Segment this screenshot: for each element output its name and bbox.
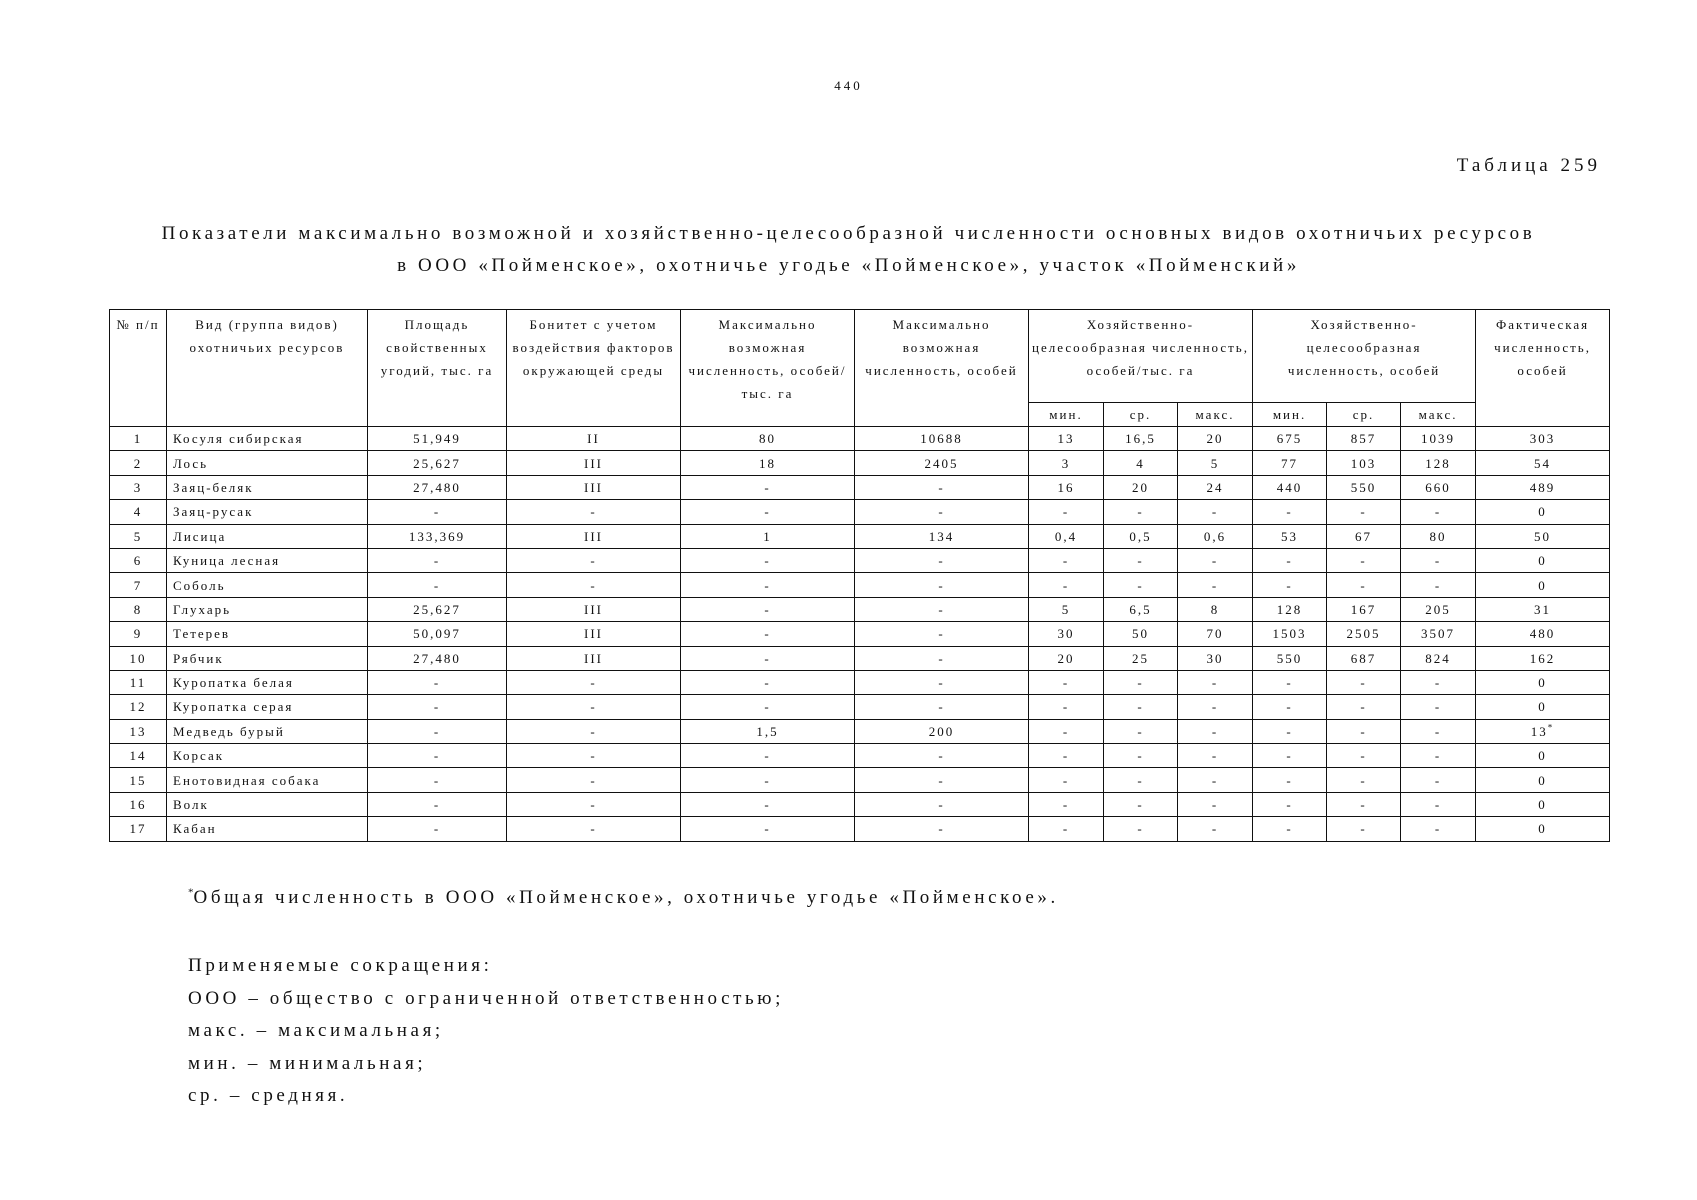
cell-actual: 31 (1476, 597, 1610, 621)
cell-actual: 0 (1476, 573, 1610, 597)
header-density-avg: ср. (1104, 403, 1178, 427)
table-row (110, 524, 1610, 548)
cell-number-avg: - (1327, 817, 1401, 841)
cell-area: 25,627 (368, 597, 507, 621)
cell-num: 16 (110, 792, 167, 816)
header-number-max: макс. (1401, 403, 1476, 427)
header-eco-density: Хозяйственно-целесообразная численность, особей/тыс. га (1029, 310, 1253, 403)
cell-density-min: 13 (1029, 427, 1104, 451)
cell-area: - (368, 768, 507, 792)
cell-density-min: - (1029, 792, 1104, 816)
cell-species: Медведь бурый (167, 719, 368, 743)
cell-actual: 0 (1476, 670, 1610, 694)
cell-max-number: - (855, 768, 1029, 792)
table-title-line-2: в ООО «Пойменское», охотничье угодье «Пойменское», участок «Пойменский» (397, 255, 1300, 276)
cell-area: - (368, 573, 507, 597)
cell-actual (1476, 719, 1610, 743)
cell-max-number: - (855, 622, 1029, 646)
cell-num: 8 (110, 597, 167, 621)
cell-density-avg: 4 (1104, 451, 1178, 475)
cell-density-avg: - (1104, 695, 1178, 719)
cell-area: 50,097 (368, 622, 507, 646)
cell-species: Куропатка белая (167, 670, 368, 694)
cell-species: Куропатка серая (167, 695, 368, 719)
abbreviation-item: макс. – максимальная; (188, 1020, 444, 1042)
cell-density-avg: - (1104, 670, 1178, 694)
cell-number-min: 440 (1253, 475, 1327, 499)
cell-number-min: - (1253, 744, 1327, 768)
cell-area: 25,627 (368, 451, 507, 475)
cell-number-avg: - (1327, 719, 1401, 743)
cell-number-min: 77 (1253, 451, 1327, 475)
cell-density-max: 8 (1178, 597, 1253, 621)
cell-max-density: - (681, 622, 855, 646)
cell-density-max: - (1178, 548, 1253, 572)
table-row (110, 817, 1610, 841)
cell-number-max: 824 (1401, 646, 1476, 670)
cell-number-max: - (1401, 573, 1476, 597)
cell-max-density: - (681, 573, 855, 597)
cell-max-density: 18 (681, 451, 855, 475)
cell-species: Соболь (167, 573, 368, 597)
header-number-min: мин. (1253, 403, 1327, 427)
cell-max-density: - (681, 646, 855, 670)
cell-species: Заяц-русак (167, 500, 368, 524)
cell-density-max: - (1178, 744, 1253, 768)
cell-max-density: 1 (681, 524, 855, 548)
cell-max-density: 1,5 (681, 719, 855, 743)
cell-actual: 0 (1476, 768, 1610, 792)
cell-number-avg: 857 (1327, 427, 1401, 451)
table-row (110, 719, 1610, 743)
cell-density-max: 70 (1178, 622, 1253, 646)
table-row (110, 768, 1610, 792)
table-row (110, 573, 1610, 597)
cell-density-min: 5 (1029, 597, 1104, 621)
cell-density-min: - (1029, 548, 1104, 572)
cell-number-avg: - (1327, 695, 1401, 719)
cell-density-avg: - (1104, 573, 1178, 597)
cell-bonitet: II (507, 427, 681, 451)
cell-number-min: - (1253, 768, 1327, 792)
cell-number-max: - (1401, 548, 1476, 572)
cell-species: Лось (167, 451, 368, 475)
cell-bonitet: - (507, 719, 681, 743)
cell-actual: 303 (1476, 427, 1610, 451)
cell-bonitet: III (507, 524, 681, 548)
cell-density-max: - (1178, 670, 1253, 694)
table-row (110, 451, 1610, 475)
cell-area: 51,949 (368, 427, 507, 451)
cell-actual: 0 (1476, 792, 1610, 816)
species-table (109, 309, 1610, 842)
cell-number-avg: - (1327, 792, 1401, 816)
cell-density-min: - (1029, 719, 1104, 743)
cell-number-max: - (1401, 768, 1476, 792)
table-row (110, 792, 1610, 816)
cell-number-min: - (1253, 695, 1327, 719)
header-bonitet: Бонитет с учетом воздействия факторов окружающей среды (507, 310, 681, 427)
cell-max-density: - (681, 817, 855, 841)
cell-number-max: - (1401, 500, 1476, 524)
cell-density-avg: - (1104, 719, 1178, 743)
cell-area: 27,480 (368, 475, 507, 499)
cell-number-avg: - (1327, 744, 1401, 768)
cell-species: Тетерев (167, 622, 368, 646)
cell-density-max: 20 (1178, 427, 1253, 451)
cell-area: - (368, 500, 507, 524)
cell-max-density: - (681, 695, 855, 719)
cell-number-min: - (1253, 548, 1327, 572)
cell-species: Куница лесная (167, 548, 368, 572)
cell-number-min: 53 (1253, 524, 1327, 548)
actual-value: 13 (1530, 723, 1548, 739)
cell-number-max: - (1401, 817, 1476, 841)
cell-bonitet: III (507, 451, 681, 475)
cell-bonitet: III (507, 622, 681, 646)
table-title (40, 218, 1657, 282)
cell-bonitet: - (507, 817, 681, 841)
cell-max-density: - (681, 500, 855, 524)
cell-species: Глухарь (167, 597, 368, 621)
abbreviation-item: мин. – минимальная; (188, 1052, 427, 1074)
cell-bonitet: - (507, 548, 681, 572)
footnote-text: Общая численность в ООО «Пойменское», охотничье угодье «Пойменское». (193, 887, 1059, 908)
cell-density-max: 24 (1178, 475, 1253, 499)
cell-num: 17 (110, 817, 167, 841)
cell-density-min: - (1029, 695, 1104, 719)
cell-number-avg: - (1327, 670, 1401, 694)
cell-number-max: 3507 (1401, 622, 1476, 646)
cell-number-avg: 67 (1327, 524, 1401, 548)
table-row (110, 548, 1610, 572)
footnote-mark: * (188, 886, 194, 899)
cell-number-max: - (1401, 695, 1476, 719)
cell-number-min: 1503 (1253, 622, 1327, 646)
header-max-number: Максимально возможная численность, особей (855, 310, 1029, 427)
cell-max-number: - (855, 573, 1029, 597)
cell-max-density: - (681, 475, 855, 499)
cell-density-avg: 25 (1104, 646, 1178, 670)
table-row (110, 670, 1610, 694)
cell-species: Заяц-беляк (167, 475, 368, 499)
cell-num: 6 (110, 548, 167, 572)
cell-bonitet: - (507, 670, 681, 694)
cell-density-max: - (1178, 695, 1253, 719)
cell-num: 14 (110, 744, 167, 768)
cell-density-min: 20 (1029, 646, 1104, 670)
cell-number-max: 660 (1401, 475, 1476, 499)
abbreviations (188, 950, 784, 1113)
cell-density-min: - (1029, 500, 1104, 524)
header-area: Площадь свойственных угодий, тыс. га (368, 310, 507, 427)
header-actual: Фактическая численность, особей (1476, 310, 1610, 427)
cell-bonitet: - (507, 792, 681, 816)
cell-area: - (368, 817, 507, 841)
cell-area: - (368, 548, 507, 572)
cell-actual: 0 (1476, 744, 1610, 768)
cell-max-number: - (855, 646, 1029, 670)
cell-actual: 0 (1476, 695, 1610, 719)
cell-area: - (368, 719, 507, 743)
cell-species: Енотовидная собака (167, 768, 368, 792)
cell-number-avg: 167 (1327, 597, 1401, 621)
cell-num: 3 (110, 475, 167, 499)
cell-bonitet: - (507, 768, 681, 792)
abbreviation-item: ООО – общество с ограниченной ответственностью; (188, 987, 784, 1009)
cell-density-max: - (1178, 719, 1253, 743)
header-density-max: макс. (1178, 403, 1253, 427)
cell-number-min: - (1253, 792, 1327, 816)
cell-number-max: - (1401, 670, 1476, 694)
header-number-avg: ср. (1327, 403, 1401, 427)
cell-number-avg: - (1327, 500, 1401, 524)
cell-species: Корсак (167, 744, 368, 768)
cell-actual: 50 (1476, 524, 1610, 548)
cell-num: 4 (110, 500, 167, 524)
cell-density-avg: - (1104, 744, 1178, 768)
table-row (110, 427, 1610, 451)
cell-species: Лисица (167, 524, 368, 548)
cell-max-number: - (855, 500, 1029, 524)
cell-number-avg: 550 (1327, 475, 1401, 499)
cell-max-number: - (855, 475, 1029, 499)
cell-bonitet: III (507, 597, 681, 621)
cell-density-avg: 20 (1104, 475, 1178, 499)
cell-density-avg: 16,5 (1104, 427, 1178, 451)
cell-density-min: 0,4 (1029, 524, 1104, 548)
cell-max-density: - (681, 792, 855, 816)
cell-density-min: 30 (1029, 622, 1104, 646)
cell-actual: 489 (1476, 475, 1610, 499)
cell-num: 7 (110, 573, 167, 597)
cell-density-avg: - (1104, 768, 1178, 792)
cell-density-max: - (1178, 817, 1253, 841)
cell-actual: 54 (1476, 451, 1610, 475)
cell-num: 5 (110, 524, 167, 548)
cell-area: 133,369 (368, 524, 507, 548)
header-max-density: Максимально возможная численность, особей/тыс. га (681, 310, 855, 427)
cell-max-density: - (681, 548, 855, 572)
cell-density-avg: - (1104, 500, 1178, 524)
cell-num: 9 (110, 622, 167, 646)
cell-number-max: 205 (1401, 597, 1476, 621)
cell-number-min: 550 (1253, 646, 1327, 670)
header-density-min: мин. (1029, 403, 1104, 427)
cell-max-density: 80 (681, 427, 855, 451)
cell-density-avg: 50 (1104, 622, 1178, 646)
cell-number-avg: 103 (1327, 451, 1401, 475)
cell-max-number: - (855, 792, 1029, 816)
cell-max-number: - (855, 597, 1029, 621)
cell-actual: 162 (1476, 646, 1610, 670)
cell-number-max: 80 (1401, 524, 1476, 548)
cell-area: 27,480 (368, 646, 507, 670)
cell-number-max: 128 (1401, 451, 1476, 475)
cell-number-avg: - (1327, 548, 1401, 572)
cell-density-max: - (1178, 573, 1253, 597)
cell-number-min: - (1253, 573, 1327, 597)
header-species: Вид (группа видов) охотничьих ресурсов (167, 310, 368, 427)
cell-num: 2 (110, 451, 167, 475)
cell-bonitet: - (507, 500, 681, 524)
cell-bonitet: - (507, 744, 681, 768)
cell-area: - (368, 744, 507, 768)
cell-max-number: 134 (855, 524, 1029, 548)
cell-number-min: - (1253, 719, 1327, 743)
cell-max-density: - (681, 768, 855, 792)
cell-species: Косуля сибирская (167, 427, 368, 451)
cell-actual: 0 (1476, 548, 1610, 572)
cell-bonitet: - (507, 695, 681, 719)
cell-num: 11 (110, 670, 167, 694)
cell-num: 12 (110, 695, 167, 719)
cell-number-max: 1039 (1401, 427, 1476, 451)
table-row (110, 597, 1610, 621)
cell-num: 1 (110, 427, 167, 451)
cell-max-number: - (855, 744, 1029, 768)
cell-species: Волк (167, 792, 368, 816)
cell-density-avg: - (1104, 817, 1178, 841)
cell-max-number: - (855, 670, 1029, 694)
cell-max-number: - (855, 695, 1029, 719)
cell-number-avg: - (1327, 573, 1401, 597)
cell-bonitet: III (507, 475, 681, 499)
cell-actual: 0 (1476, 500, 1610, 524)
cell-area: - (368, 792, 507, 816)
cell-max-number: 2405 (855, 451, 1029, 475)
table-row (110, 695, 1610, 719)
cell-density-max: 5 (1178, 451, 1253, 475)
abbreviations-heading: Применяемые сокращения: (188, 955, 493, 976)
cell-species: Рябчик (167, 646, 368, 670)
header-eco-number: Хозяйственно-целесообразная численность, особей (1253, 310, 1476, 403)
cell-species: Кабан (167, 817, 368, 841)
cell-max-density: - (681, 597, 855, 621)
cell-density-max: 30 (1178, 646, 1253, 670)
cell-number-min: 128 (1253, 597, 1327, 621)
cell-number-max: - (1401, 744, 1476, 768)
table-body (110, 427, 1610, 842)
cell-density-min: 3 (1029, 451, 1104, 475)
cell-number-avg: 2505 (1327, 622, 1401, 646)
cell-density-max: - (1178, 500, 1253, 524)
page-number: 440 (834, 78, 863, 93)
table-label: Таблица 259 (1456, 155, 1601, 176)
cell-density-avg: 0,5 (1104, 524, 1178, 548)
table-row (110, 475, 1610, 499)
cell-density-max: 0,6 (1178, 524, 1253, 548)
cell-max-density: - (681, 670, 855, 694)
cell-number-min: - (1253, 817, 1327, 841)
cell-max-number: - (855, 817, 1029, 841)
cell-num: 10 (110, 646, 167, 670)
header-num: № п/п (110, 310, 167, 427)
footnote-reference: * (1547, 722, 1555, 733)
cell-density-min: - (1029, 817, 1104, 841)
footnote (188, 887, 1059, 909)
table-row (110, 744, 1610, 768)
cell-area: - (368, 695, 507, 719)
cell-number-min: - (1253, 670, 1327, 694)
cell-actual: 0 (1476, 817, 1610, 841)
cell-density-avg: 6,5 (1104, 597, 1178, 621)
cell-max-number: 200 (855, 719, 1029, 743)
table-row (110, 646, 1610, 670)
cell-density-max: - (1178, 792, 1253, 816)
cell-num: 13 (110, 719, 167, 743)
cell-bonitet: - (507, 573, 681, 597)
cell-number-min: 675 (1253, 427, 1327, 451)
cell-number-avg: - (1327, 768, 1401, 792)
cell-density-min: - (1029, 670, 1104, 694)
cell-density-min: - (1029, 744, 1104, 768)
cell-num: 15 (110, 768, 167, 792)
table-title-line-1: Показатели максимально возможной и хозяйственно-целесообразной численности основных видов охотничьих ресурсов (161, 223, 1536, 244)
cell-bonitet: III (507, 646, 681, 670)
cell-density-min: 16 (1029, 475, 1104, 499)
cell-max-number: 10688 (855, 427, 1029, 451)
cell-number-max: - (1401, 719, 1476, 743)
cell-number-max: - (1401, 792, 1476, 816)
cell-density-avg: - (1104, 792, 1178, 816)
table-row (110, 622, 1610, 646)
cell-max-density: - (681, 744, 855, 768)
cell-max-number: - (855, 548, 1029, 572)
cell-number-avg: 687 (1327, 646, 1401, 670)
table-row (110, 500, 1610, 524)
cell-density-max: - (1178, 768, 1253, 792)
cell-density-avg: - (1104, 548, 1178, 572)
cell-actual: 480 (1476, 622, 1610, 646)
cell-density-min: - (1029, 573, 1104, 597)
cell-area: - (368, 670, 507, 694)
abbreviation-item: ср. – средняя. (188, 1085, 349, 1107)
cell-number-min: - (1253, 500, 1327, 524)
cell-density-min: - (1029, 768, 1104, 792)
